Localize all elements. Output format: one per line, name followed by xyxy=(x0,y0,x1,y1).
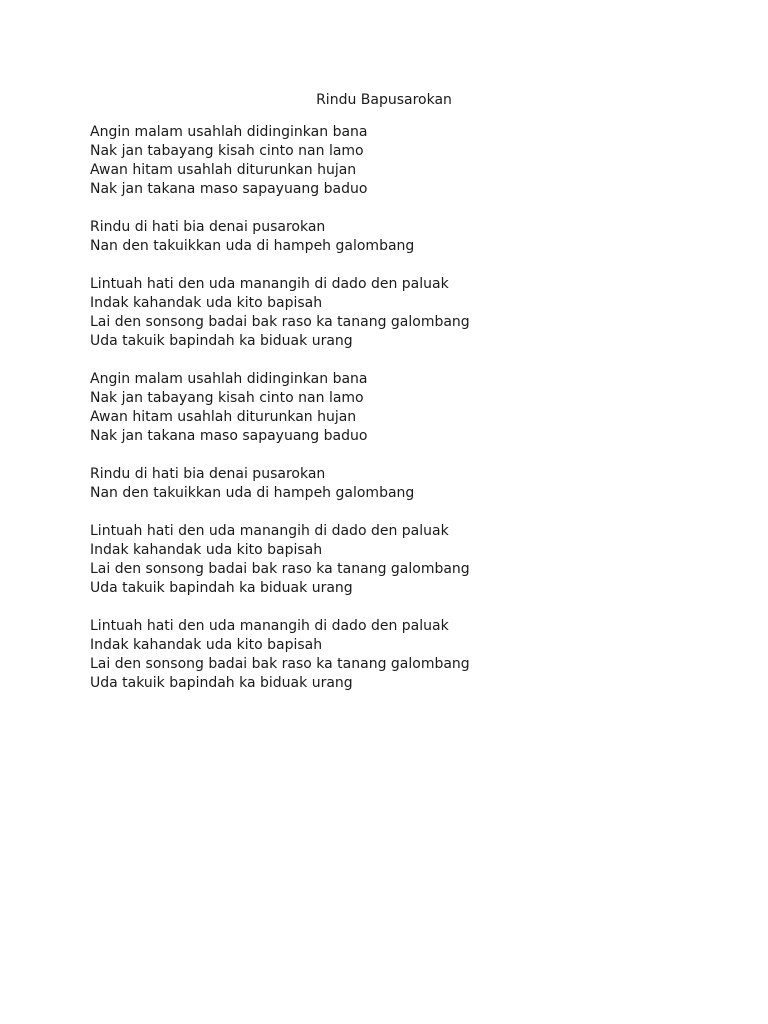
lyric-line: Awan hitam usahlah diturunkan hujan xyxy=(90,409,357,425)
stanza-3 xyxy=(90,275,690,351)
lyric-line: Indak kahandak uda kito bapisah xyxy=(90,637,323,653)
lyric-line: Uda takuik bapindah ka biduak urang xyxy=(90,675,353,691)
lyric-line: Lai den sonsong badai bak raso ka tanang galombang xyxy=(90,561,470,577)
lyric-line: Awan hitam usahlah diturunkan hujan xyxy=(90,162,357,178)
lyric-line: Rindu di hati bia denai pusarokan xyxy=(90,466,326,482)
lyric-line: Uda takuik bapindah ka biduak urang xyxy=(90,333,353,349)
lyric-line: Lintuah hati den uda manangih di dado den paluak xyxy=(90,618,449,634)
lyric-line: Nak jan takana maso sapayuang baduo xyxy=(90,428,368,444)
lyric-line: Lintuah hati den uda manangih di dado den paluak xyxy=(90,523,449,539)
stanza-7 xyxy=(90,617,690,693)
lyric-line: Nan den takuikkan uda di hampeh galombang xyxy=(90,485,415,501)
lyric-line: Nak jan takana maso sapayuang baduo xyxy=(90,181,368,197)
lyric-line: Lintuah hati den uda manangih di dado den paluak xyxy=(90,276,449,292)
lyric-line: Nan den takuikkan uda di hampeh galombang xyxy=(90,238,415,254)
lyrics-body xyxy=(90,123,690,712)
document-title: Rindu Bapusarokan xyxy=(316,92,452,108)
lyric-line: Nak jan tabayang kisah cinto nan lamo xyxy=(90,143,364,159)
lyric-line: Indak kahandak uda kito bapisah xyxy=(90,295,323,311)
stanza-2 xyxy=(90,218,690,256)
lyric-line: Angin malam usahlah didinginkan bana xyxy=(90,124,368,140)
stanza-6 xyxy=(90,522,690,598)
lyric-line: Indak kahandak uda kito bapisah xyxy=(90,542,323,558)
lyric-line: Lai den sonsong badai bak raso ka tanang galombang xyxy=(90,314,470,330)
lyric-line: Angin malam usahlah didinginkan bana xyxy=(90,371,368,387)
stanza-4 xyxy=(90,370,690,446)
stanza-1 xyxy=(90,123,690,199)
lyric-line: Rindu di hati bia denai pusarokan xyxy=(90,219,326,235)
stanza-5 xyxy=(90,465,690,503)
lyric-line: Uda takuik bapindah ka biduak urang xyxy=(90,580,353,596)
lyric-line: Nak jan tabayang kisah cinto nan lamo xyxy=(90,390,364,406)
lyric-line: Lai den sonsong badai bak raso ka tanang galombang xyxy=(90,656,470,672)
